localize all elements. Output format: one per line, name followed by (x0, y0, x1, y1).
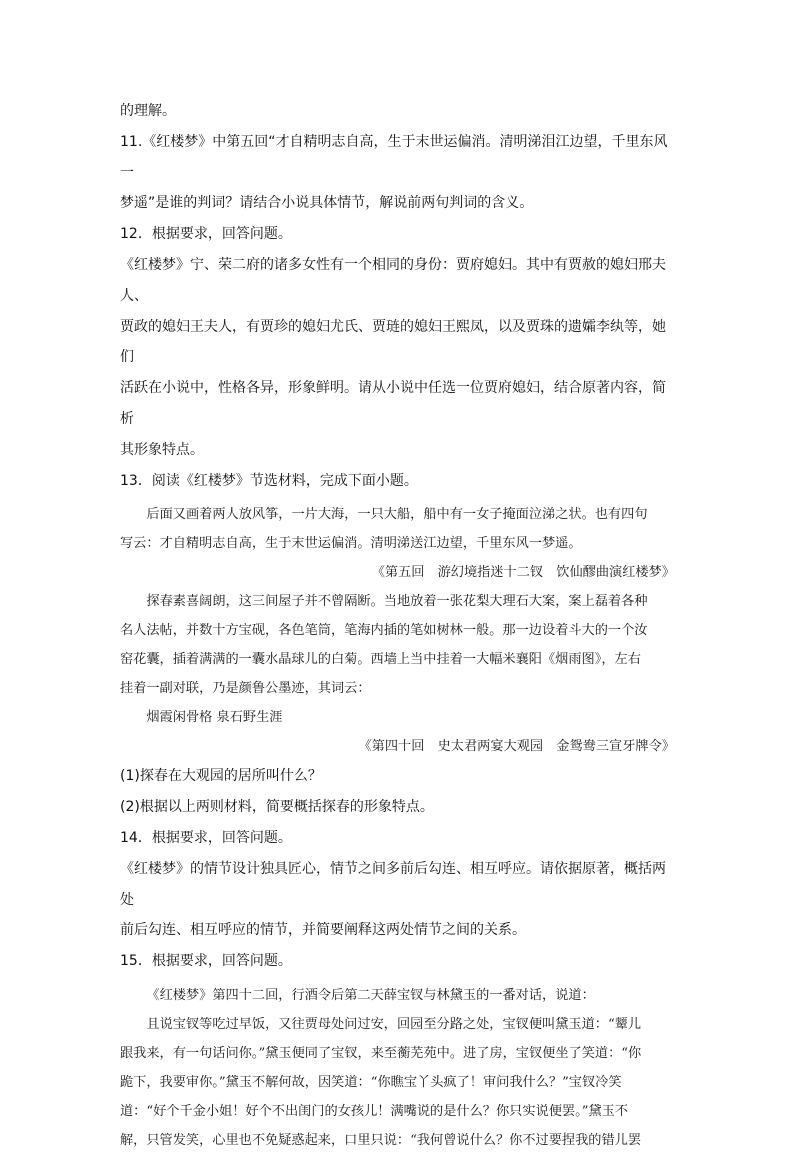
excerpt-line: 写云：才自精明志自高，生于末世运偏消。清明涕送江边望，千里东风一梦遥。 (120, 536, 582, 552)
subquestion-2: (2)根据以上两则材料，简要概括探春的形象特点。 (120, 799, 434, 816)
text-line: 贾政的媳妇王夫人，有贾珍的媳妇尤氏、贾琏的媳妇王熙凤，以及贾珠的遗孀李纨等，她们 (120, 318, 666, 366)
excerpt-source: 《第五回 游幻境指迷十二钗 饮仙醪曲演红楼梦》 (371, 565, 675, 581)
text-line: 活跃在小说中，性格各异，形象鲜明。请从小说中任选一位贾府媳妇，结合原著内容，简析 (120, 380, 666, 427)
excerpt-line: 后面又画着两人放风筝，一片大海，一只大船，船中有一女子掩面泣涕之状。也有四句 (146, 507, 648, 523)
excerpt-source: 《第四十回 史太君两宴大观园 金鸳鸯三宣牙牌令》 (358, 739, 675, 755)
text-line: 其形象特点。 (120, 441, 204, 458)
excerpt-line: 窑花囊，插着满满的一囊水晶球儿的白菊。西墙上当中挂着一大幅米襄阳《烟雨图》，左右 (120, 652, 641, 668)
text-line: 梦遥”是谁的判词？请结合小说具体情节，解说前两句判词的含义。 (120, 195, 534, 212)
excerpt-line: 名人法帖，并数十方宝砚，各色笔筒，笔海内插的笔如树林一般。那一边设着斗大的一个汝 (120, 623, 648, 639)
excerpt-line: 解，只管发笑，心里也不免疑惑起来，口里只说：“我何曾说什么？你不过要捏我的错儿罢 (120, 1132, 642, 1148)
page-content (120, 96, 675, 1155)
text-line: 前后勾连、相互呼应的情节，并简要阐释这两处情节之间的关系。 (120, 922, 526, 939)
question-12: 12．根据要求，回答问题。 (120, 226, 292, 243)
excerpt-line: 跟我来，有一句话问你。”黛玉便同了宝钗，来至蘅芜苑中。进了房，宝钗便坐了笑道：“你 (120, 1045, 642, 1061)
question-13: 13．阅读《红楼梦》节选材料，完成下面小题。 (120, 472, 418, 489)
excerpt-line: 且说宝钗等吃过早饭，又往贾母处问过安，回园至分路之处，宝钗便叫黛玉道：“颦儿 (146, 1016, 642, 1032)
question-15: 15．根据要求，回答问题。 (120, 953, 292, 970)
excerpt-line: 探春素喜阔朗，这三间屋子并不曾隔断。当地放着一张花梨大理石大案，案上磊着各种 (146, 594, 648, 610)
question-11: 11.《红楼梦》中第五回“才自精明志自高，生于末世运偏消。清明涕泪江边望，千里东风一 (120, 133, 668, 181)
couplet: 烟霞闲骨格 泉石野生涯 (146, 710, 283, 726)
excerpt-line: 挂着一副对联，乃是颜鲁公墨迹，其词云： (120, 681, 371, 697)
text-line: 《红楼梦》的情节设计独具匠心，情节之间多前后勾连、相互呼应。请依据原著，概括两处 (120, 860, 666, 908)
subquestion-1: (1)探春在大观园的居所叫什么？ (120, 768, 322, 785)
excerpt-intro: 《红楼梦》第四十二回，行酒令后第二天薛宝钗与林黛玉的一番对话，说道： (146, 987, 595, 1003)
excerpt-line: 跪下，我要审你。”黛玉不解何故，因笑道：“你瞧宝丫头疯了！审问我什么？”宝钗冷笑 (120, 1074, 622, 1090)
text-line: 的理解。 (120, 103, 176, 119)
text-line: 《红楼梦》宁、荣二府的诸多女性有一个相同的身份：贾府媳妇。其中有贾赦的媳妇邢夫人、 (120, 256, 666, 304)
question-14: 14．根据要求，回答问题。 (120, 829, 292, 846)
excerpt-line: 道：“好个千金小姐！好个不出闺门的女孩儿！满嘴说的是什么？你只实说便罢。”黛玉不 (120, 1103, 629, 1119)
